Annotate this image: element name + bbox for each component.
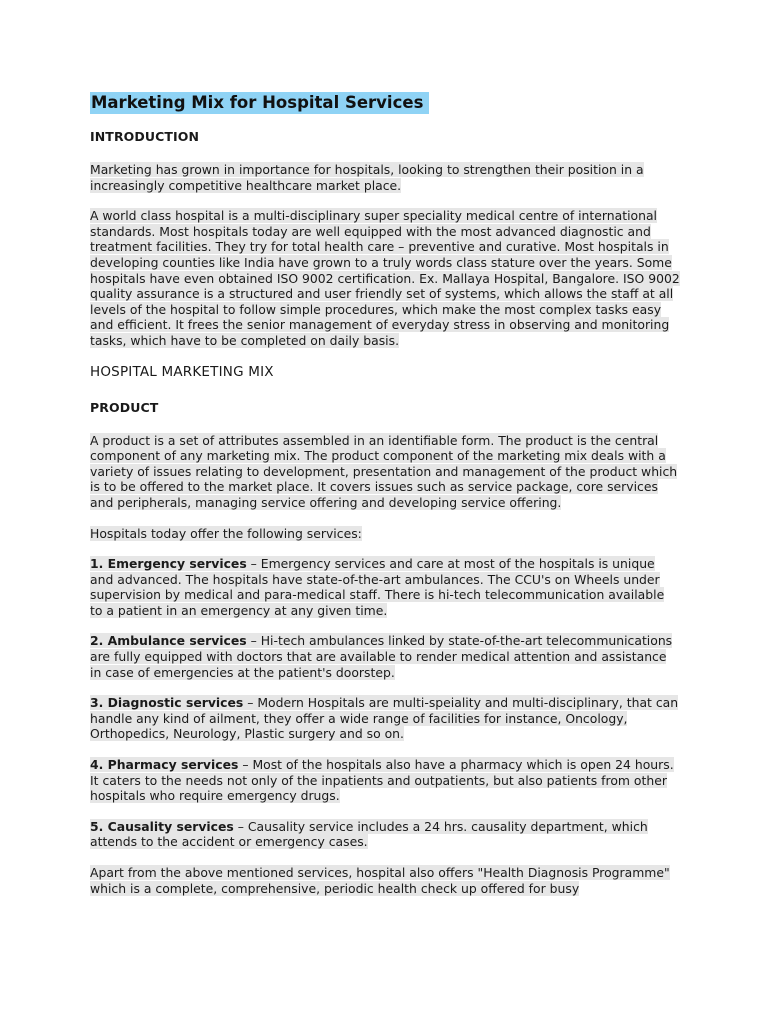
services-intro [90, 526, 680, 542]
intro-paragraph-2 [90, 208, 680, 348]
service-label: 3. Diagnostic services [90, 695, 244, 711]
service-item [90, 757, 680, 804]
services-intro-text: Hospitals today offer the following services: [90, 525, 362, 541]
intro-paragraph-2-text: A world class hospital is a multi-disciplinary super speciality medical centre of international standards. Most hospitals today are well equipped with the most advanced diagnostic and treatment facilities. They try for total health care – preventive and curative. Most hospitals in developing counties like India have grown to a truly words class stature over the years. Some hospitals have even obtained ISO 9002 certification. Ex. Mallaya Hospital, Bangalore. ISO 9002 quality assurance is a structured and user friendly set of systems, which allows the staff at all levels of the hospital to follow simple procedures, which make the most complex tasks easy and efficient. It frees the senior management of everyday stress in observing and monitoring tasks, which have to be completed on daily basis. [90, 208, 680, 348]
service-text: – Emergency services and care at most of the hospitals is unique and advanced. The hospitals have state-of-the-art ambulances. The CCU's on Wheels under supervision by medical and para-medical staff. There is hi-tech telecommunication available to a patient in an emergency at any given time. [90, 556, 665, 618]
service-label: 4. Pharmacy services [90, 757, 239, 773]
product-heading: PRODUCT [90, 399, 159, 415]
document-page [90, 92, 680, 911]
service-text: – Modern Hospitals are multi-speiality and multi-disciplinary, that can handle any kind of ailment, they offer a wide range of facilities for instance, Oncology, Orthopedics, Neurology, Plastic surgery and so on. [90, 695, 679, 742]
closing-paragraph-text: Apart from the above mentioned services, hospital also offers "Health Diagnosis Programme" which is a complete, comprehensive, periodic health check up offered for busy [90, 865, 670, 896]
service-label: 5. Causality services [90, 818, 234, 834]
closing-paragraph [90, 865, 680, 896]
service-text: – Causality service includes a 24 hrs. causality department, which attends to the accident or emergency cases. [90, 818, 648, 850]
service-item [90, 556, 680, 618]
intro-paragraph-1-text: Marketing has grown in importance for hospitals, looking to strengthen their position in a increasingly competitive healthcare market place. [90, 162, 644, 193]
product-paragraph [90, 433, 680, 511]
intro-paragraph-1 [90, 162, 680, 193]
service-label: 2. Ambulance services [90, 633, 247, 649]
document-title: Marketing Mix for Hospital Services [90, 92, 429, 114]
introduction-heading: INTRODUCTION [90, 129, 200, 144]
service-item [90, 633, 680, 680]
title-block [90, 92, 680, 114]
service-text: – Most of the hospitals also have a pharmacy which is open 24 hours. It caters to the needs not only of the inpatients and outpatients, but also patients from other hospitals who require emergency drugs. [90, 757, 674, 804]
service-label: 1. Emergency services [90, 556, 247, 572]
product-paragraph-text: A product is a set of attributes assembled in an identifiable form. The product is the central component of any marketing mix. The product component of the marketing mix deals with a variety of issues relating to development, presentation and management of the product which is to be offered to the market place. It covers issues such as service package, core services and peripherals, managing service offering and developing service offering. [90, 432, 678, 510]
marketing-mix-heading: HOSPITAL MARKETING MIX [90, 363, 274, 380]
service-item [90, 819, 680, 850]
service-item [90, 695, 680, 742]
service-text: – Hi-tech ambulances linked by state-of-the-art telecommunications are fully equipped with doctors that are available to render medical attention and assistance in case of emergencies at the patient's doorstep. [90, 633, 673, 680]
